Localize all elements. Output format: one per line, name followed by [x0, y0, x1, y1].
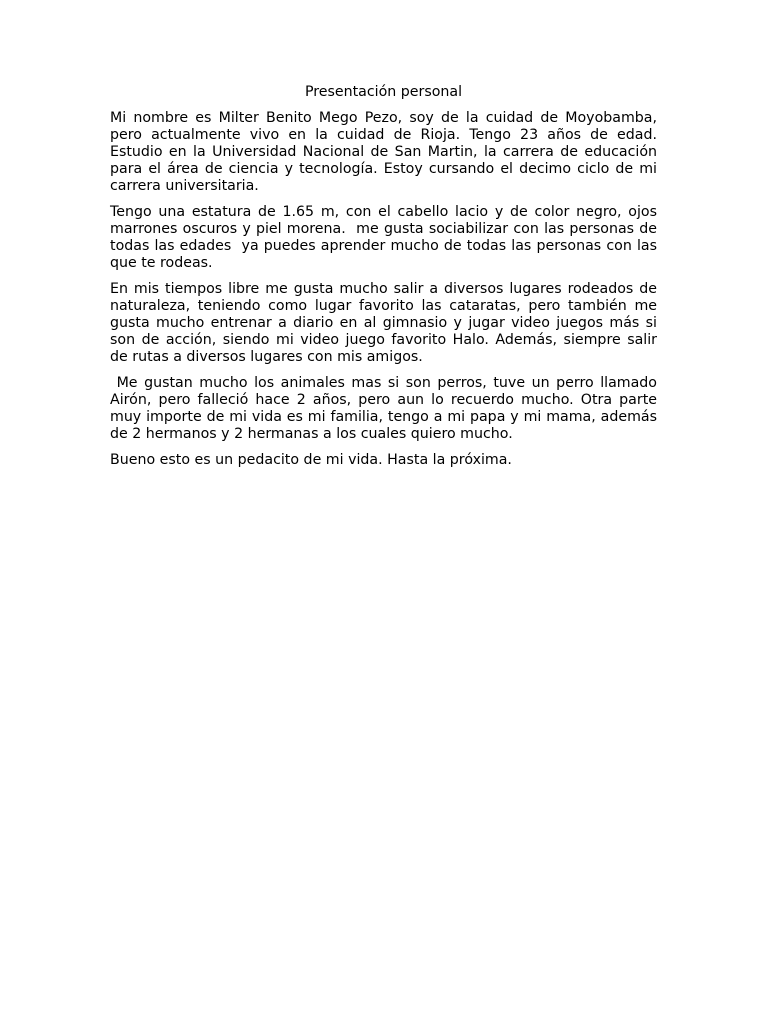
paragraph-appearance: Tengo una estatura de 1.65 m, con el cabello lacio y de color negro, ojos marrones oscuros y piel morena. me gusta sociabilizar con las personas de todas las edades ya puedes aprender mucho de todas las personas con las que te rodeas. — [110, 204, 662, 271]
paragraph-hobbies: En mis tiempos libre me gusta mucho salir a diversos lugares rodeados de naturaleza, teniendo como lugar favorito las cataratas, pero también me gusta mucho entrenar a diario en al gimnasio y jugar video juegos más si son de acción, siendo mi video juego favorito Halo. Además, siempre salir de rutas a diversos lugares con mis amigos. — [110, 281, 662, 365]
paragraph-family: Me gustan mucho los animales mas si son perros, tuve un perro llamado Airón, pero falleció hace 2 años, pero aun lo recuerdo mucho. Otra parte muy importe de mi vida es mi familia, tengo a mi papa y mi mama, además de 2 hermanos y 2 hermanas a los cuales quiero mucho. — [110, 375, 662, 442]
paragraph-closing: Bueno esto es un pedacito de mi vida. Hasta la próxima. — [110, 452, 512, 468]
document-body — [110, 84, 662, 478]
paragraph-introduction: Mi nombre es Milter Benito Mego Pezo, soy de la cuidad de Moyobamba, pero actualmente vivo en la cuidad de Rioja. Tengo 23 años de edad. Estudio en la Universidad Nacional de San Martin, la carrera de educación para el área de ciencia y tecnología. Estoy cursando el decimo ciclo de mi carrera universitaria. — [110, 110, 662, 194]
document-title: Presentación personal — [304, 84, 463, 100]
